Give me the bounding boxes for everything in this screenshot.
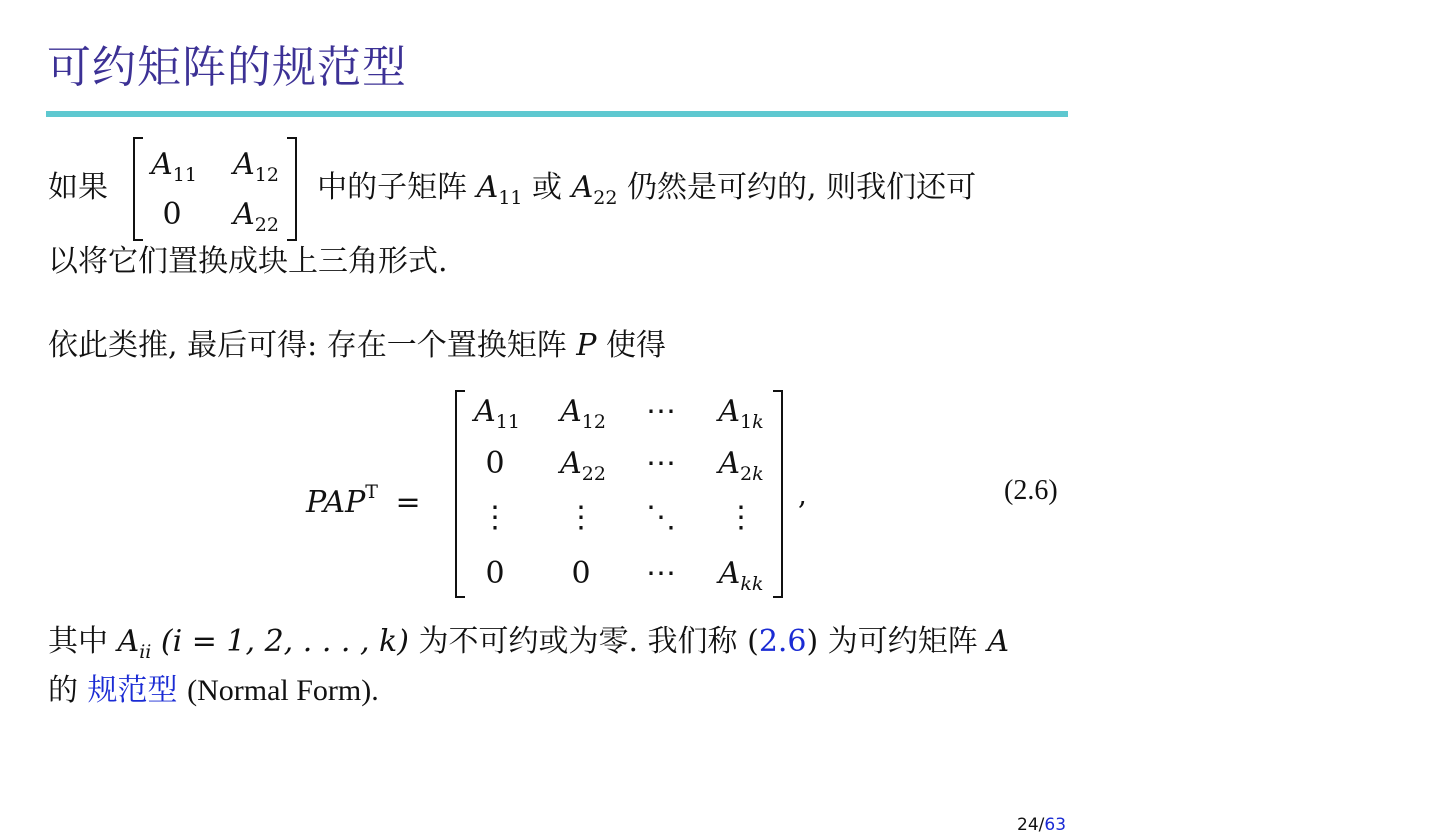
para3-line2 (48, 667, 1068, 715)
matrix-cell: $A_{11}$ (151, 147, 197, 186)
block-matrix (455, 390, 783, 598)
index-condition: (i = 1, 2, . . . , k) (160, 624, 409, 659)
para3-post: 为可约矩阵 (827, 624, 978, 659)
matrix-cell: ⋱ (646, 500, 676, 535)
matrix-cell: $A_{12}$ (233, 147, 279, 186)
matrix-cell: 0 (485, 446, 505, 481)
matrix-cell: ⋯ (646, 556, 676, 591)
var-A11: $A_{11}$ (476, 170, 523, 209)
var-A22: $A_{22}$ (571, 170, 618, 209)
matrix-cell: $A_{2k}$ (718, 446, 764, 485)
matrix-cell: $A_{22}$ (233, 197, 279, 236)
matrix-cell: ⋯ (646, 394, 676, 429)
para1-pre: 如果 (48, 170, 108, 205)
matrix-cell: $A_{11}$ (474, 394, 520, 433)
var-Aii: $A_{ii}$ (117, 624, 152, 663)
term-link[interactable]: 规范型 (87, 673, 178, 708)
page-number: 24/63 (1017, 815, 1067, 835)
para3-pre: 其中 (48, 624, 108, 659)
var-A: A (987, 624, 1010, 659)
page-total[interactable]: 63 (1044, 815, 1067, 835)
paragraph-2 (48, 322, 1068, 370)
matrix-cell: $A_{1k}$ (718, 394, 764, 433)
para2-pre: 依此类推, 最后可得: 存在一个置换矩阵 (48, 328, 567, 363)
para1-post: 仍然是可约的, 则我们还可 (627, 170, 977, 205)
title-rule (46, 111, 1068, 117)
para2-post: 使得 (606, 328, 666, 363)
equation-comma: , (798, 478, 807, 511)
matrix-cell: ⋯ (646, 446, 676, 481)
equation-lhs: $PAP^T$ = (306, 481, 421, 520)
para1-line2: 以将它们置换成块上三角形式. (48, 244, 448, 279)
matrix-cell: 0 (162, 197, 182, 232)
matrix-cell: ⋮ (566, 500, 596, 535)
term-english: (Normal Form). (187, 674, 379, 707)
var-P: P (576, 328, 597, 363)
matrix-cell: ⋮ (480, 500, 510, 535)
matrix-cell: $A_{12}$ (560, 394, 606, 433)
slide-title: 可约矩阵的规范型 (47, 42, 407, 93)
inline-matrix (133, 137, 297, 241)
para3-line2-pre: 的 (48, 673, 78, 708)
equation-number: (2.6) (1004, 475, 1058, 506)
matrix-cell: ⋮ (726, 500, 756, 535)
para1-mid: 中的子矩阵 (317, 170, 468, 205)
matrix-cell: 0 (571, 556, 591, 591)
matrix-cell: $A_{kk}$ (718, 556, 764, 595)
matrix-cell: 0 (485, 556, 505, 591)
para3-mid: 为不可约或为零. 我们称 (418, 624, 738, 659)
matrix-cell: $A_{22}$ (560, 446, 606, 485)
equation-ref[interactable]: (2.6) (747, 624, 819, 659)
para1-or: 或 (532, 170, 563, 205)
